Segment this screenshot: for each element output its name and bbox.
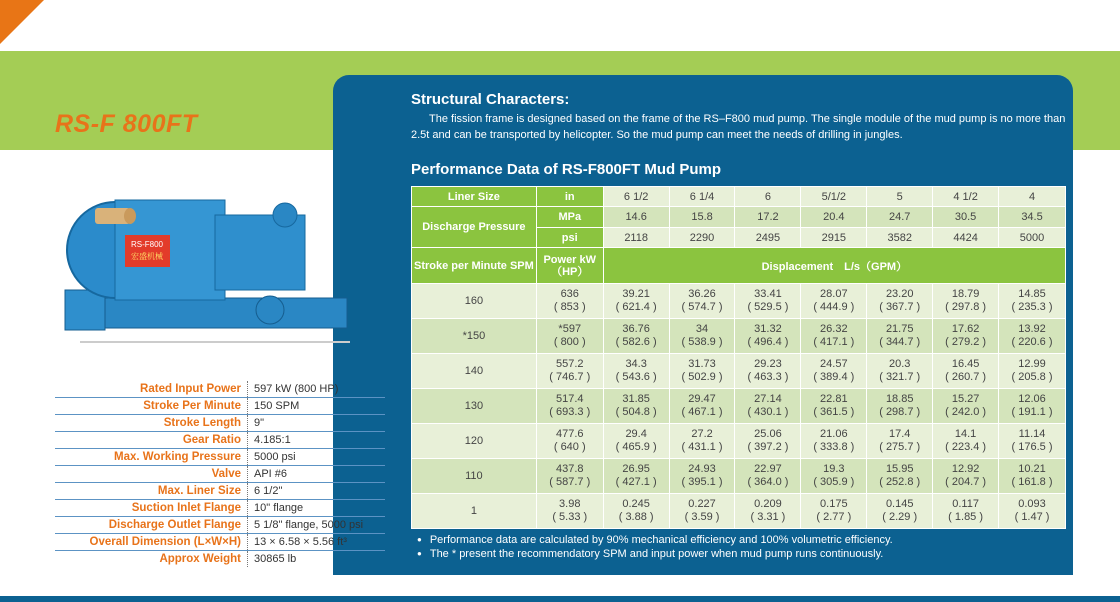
displacement-cell-metric: 19.3 [823,463,845,475]
performance-table [411,186,1066,529]
displacement-cell-metric: 29.4 [625,428,647,440]
power-cell-metric: 3.98 [559,498,581,510]
power-cell-imperial: ( 800 ) [553,336,586,348]
displacement-cell [933,424,999,459]
displacement-cell [999,284,1066,319]
displacement-cell [867,389,933,424]
displacement-cell-metric: 25.06 [754,428,782,440]
displacement-cell [867,424,933,459]
liner-cell: 5 [867,187,933,207]
spec-value: 6 1/2" [248,483,386,500]
displacement-cell-imperial: ( 444.9 ) [813,301,855,313]
power-cell-imperial: ( 640 ) [553,441,586,453]
displacement-cell [933,389,999,424]
displacement-cell [867,319,933,354]
note: ● Performance data are calculated by 90% mechanical efficiency and 100% volumetric efficiency. [417,533,893,547]
power-cell [536,459,603,494]
displacement-cell-metric: 0.145 [885,498,914,510]
displacement-cell-imperial: ( 279.2 ) [945,336,987,348]
displacement-cell [999,424,1066,459]
displacement-cell [999,389,1066,424]
mud-pump-photo [55,180,355,355]
power-cell [536,494,603,529]
displacement-cell [867,494,933,529]
displacement-cell-imperial: ( 1.85 ) [948,511,984,523]
displacement-cell-metric: 18.79 [951,288,980,300]
spec-label: Overall Dimension (L×W×H) [55,534,248,551]
spec-label: Gear Ratio [55,432,248,449]
displacement-cell [933,354,999,389]
displacement-cell-imperial: ( 305.9 ) [813,476,855,488]
spec-value: 150 SPM [248,398,386,415]
displacement-cell-imperial: ( 2.29 ) [882,511,918,523]
displacement-cell [999,494,1066,529]
liner-cell: 6 1/2 [603,187,669,207]
displacement-cell [603,424,669,459]
spec-label: Rated Input Power [55,381,248,398]
liner-row [412,187,1066,207]
svg-text:RS-F800: RS-F800 [130,240,164,249]
displacement-cell-imperial: ( 417.1 ) [813,336,855,348]
displacement-cell-imperial: ( 3.88 ) [618,511,654,523]
displacement-cell-metric: 0.175 [820,498,848,510]
displacement-cell-metric: 16.45 [951,358,980,370]
displacement-cell-metric: 34.3 [625,358,647,370]
power-cell-metric: 557.2 [555,358,584,370]
spec-value: 5 1/8" flange, 5000 psi [248,517,386,534]
psi-cell: 4424 [933,228,999,248]
displacement-cell-metric: 28.07 [820,288,848,300]
displacement-cell-imperial: ( 543.6 ) [615,371,657,383]
liner-cell: 6 [735,187,801,207]
displacement-cell [735,319,801,354]
displacement-cell [669,494,735,529]
spm-cell: 140 [412,354,537,389]
power-cell [536,319,603,354]
displacement-cell-metric: 21.06 [820,428,848,440]
displacement-cell [669,354,735,389]
displacement-cell-imperial: ( 502.9 ) [681,371,723,383]
column-header-row [412,248,1066,284]
displacement-cell [603,319,669,354]
displacement-cell-imperial: ( 333.8 ) [813,441,855,453]
displacement-cell-imperial: ( 205.8 ) [1011,371,1053,383]
displacement-cell-imperial: ( 191.1 ) [1011,406,1053,418]
displacement-cell [669,284,735,319]
performance-row [412,494,1066,529]
displacement-cell [933,494,999,529]
displacement-cell-imperial: ( 463.3 ) [747,371,789,383]
power-cell-imperial: ( 853 ) [553,301,586,313]
spec-row [55,517,385,534]
displacement-cell-metric: 24.57 [820,358,848,370]
displacement-cell-imperial: ( 298.7 ) [879,406,921,418]
spec-value: 30865 lb [248,551,386,568]
displacement-cell [669,389,735,424]
displacement-cell-imperial: ( 3.31 ) [750,511,786,523]
performance-row [412,459,1066,494]
spec-row [55,466,385,483]
mpa-cell: 24.7 [867,207,933,228]
liner-cell: 5/1/2 [801,187,867,207]
spec-value: 4.185:1 [248,432,386,449]
displacement-cell-metric: 18.85 [885,393,914,405]
performance-heading: Performance Data of RS-F800FT Mud Pump [411,161,722,178]
spm-label: Stroke per Minute SPM [412,248,537,284]
displacement-cell [801,494,867,529]
displacement-cell-imperial: ( 389.4 ) [813,371,855,383]
liner-label: Liner Size [412,187,537,207]
displacement-cell-metric: 11.14 [1018,428,1046,440]
liner-cell: 4 [999,187,1066,207]
displacement-cell-metric: 27.2 [691,428,713,440]
displacement-cell [669,319,735,354]
performance-row [412,319,1066,354]
displacement-cell-metric: 21.75 [885,323,914,335]
displacement-cell-imperial: ( 223.4 ) [945,441,987,453]
spm-cell: 160 [412,284,537,319]
displacement-cell-metric: 17.62 [951,323,980,335]
psi-cell: 2290 [669,228,735,248]
displacement-cell-imperial: ( 260.7 ) [945,371,987,383]
spec-value: API #6 [248,466,386,483]
displacement-cell-metric: 14.85 [1018,288,1046,300]
spec-label: Stroke Per Minute [55,398,248,415]
displacement-cell [999,459,1066,494]
displacement-cell-metric: 0.117 [952,498,979,510]
displacement-cell [669,424,735,459]
displacement-cell [933,319,999,354]
spec-label: Suction Inlet Flange [55,500,248,517]
power-cell-metric: 517.4 [555,393,584,405]
power-cell-imperial: ( 693.3 ) [549,406,591,418]
displacement-cell-metric: 12.99 [1018,358,1046,370]
displacement-cell-imperial: ( 582.6 ) [615,336,657,348]
spec-row [55,449,385,466]
spec-value: 13 × 6.58 × 5.56 ft³ [248,534,386,551]
displacement-cell [735,284,801,319]
displacement-cell-metric: 15.27 [951,393,980,405]
psi-cell: 5000 [999,228,1066,248]
performance-row [412,424,1066,459]
displacement-cell-metric: 0.093 [1018,498,1046,510]
spec-value: 10" flange [248,500,386,517]
spec-row [55,415,385,432]
displacement-label: Displacement L/s（GPM） [603,248,1065,284]
structural-heading: Structural Characters: [411,91,570,108]
displacement-cell-imperial: ( 252.8 ) [879,476,921,488]
power-cell-metric: 636 [560,288,579,300]
power-label: Power kW（HP） [536,248,603,284]
displacement-cell [999,319,1066,354]
psi-unit: psi [536,228,603,248]
displacement-cell [735,494,801,529]
note: ● The * present the recommendatory SPM and input power when mud pump runs continuously. [417,547,893,561]
mpa-cell: 15.8 [669,207,735,228]
spec-label: Discharge Outlet Flange [55,517,248,534]
displacement-cell-metric: 33.41 [754,288,782,300]
displacement-cell [603,494,669,529]
displacement-cell-imperial: ( 176.5 ) [1011,441,1053,453]
displacement-cell [867,354,933,389]
displacement-cell-imperial: ( 204.7 ) [945,476,987,488]
displacement-cell-imperial: ( 297.8 ) [945,301,987,313]
spec-label: Valve [55,466,248,483]
spec-value: 9" [248,415,386,432]
power-cell [536,354,603,389]
spec-label: Approx Weight [159,553,241,565]
performance-row [412,389,1066,424]
displacement-cell-imperial: ( 504.8 ) [615,406,657,418]
structural-text: The fission frame is designed based on the frame of the RS–F800 mud pump. The single module of the mud pump is no more than 2.5t and can be transported by helicopter. So the mud pump can meet the needs of drilling in jungles. [411,113,1066,141]
displacement-cell [801,459,867,494]
specs-table [55,381,385,567]
displacement-cell-imperial: ( 427.1 ) [615,476,657,488]
displacement-cell [801,389,867,424]
displacement-cell-imperial: ( 321.7 ) [879,371,921,383]
power-cell-metric: 437.8 [555,463,584,475]
displacement-cell-imperial: ( 361.5 ) [813,406,855,418]
spm-cell: 1 [412,494,537,529]
displacement-cell [801,284,867,319]
spec-label: Max. Working Pressure [55,449,248,466]
displacement-cell-imperial: ( 364.0 ) [747,476,789,488]
displacement-cell-metric: 26.95 [622,463,650,475]
displacement-cell-metric: 34 [695,323,709,335]
displacement-cell-metric: 26.32 [820,323,848,335]
displacement-cell [801,424,867,459]
displacement-cell-imperial: ( 2.77 ) [816,511,852,523]
displacement-cell-metric: 13.92 [1018,323,1046,335]
displacement-cell-imperial: ( 465.9 ) [615,441,657,453]
spec-row [55,381,385,398]
footer-bar [0,596,1120,602]
displacement-cell-metric: 20.3 [889,358,911,370]
spm-cell: 120 [412,424,537,459]
displacement-cell [933,284,999,319]
displacement-cell-imperial: ( 529.5 ) [747,301,789,313]
displacement-cell-metric: 36.76 [622,323,650,335]
displacement-cell-imperial: ( 242.0 ) [945,406,987,418]
displacement-cell-imperial: ( 621.4 ) [615,301,657,313]
displacement-cell [735,389,801,424]
displacement-cell-imperial: ( 431.1 ) [681,441,723,453]
mpa-cell: 20.4 [801,207,867,228]
liner-cell: 6 1/4 [669,187,735,207]
displacement-cell-imperial: ( 397.2 ) [747,441,789,453]
displacement-cell-metric: 17.4 [889,428,911,440]
performance-notes [417,533,893,561]
displacement-cell [603,354,669,389]
model-title: RS-F 800FT [55,110,198,138]
psi-cell: 3582 [867,228,933,248]
spec-row [55,551,385,568]
displacement-cell [603,389,669,424]
displacement-cell [603,459,669,494]
displacement-cell-imperial: ( 367.7 ) [879,301,921,313]
displacement-cell-metric: 22.97 [754,463,782,475]
displacement-cell-metric: 29.47 [688,393,716,405]
displacement-cell-metric: 10.21 [1018,463,1046,475]
svg-text:宏盛机械: 宏盛机械 [131,252,163,261]
power-cell [536,284,603,319]
mpa-cell: 17.2 [735,207,801,228]
displacement-cell-imperial: ( 275.7 ) [879,441,921,453]
displacement-cell-metric: 36.26 [688,288,716,300]
liner-cell: 4 1/2 [933,187,999,207]
psi-cell: 2915 [801,228,867,248]
displacement-cell-metric: 12.06 [1018,393,1046,405]
power-cell [536,389,603,424]
displacement-cell-metric: 12.92 [951,463,980,475]
spec-value: 5000 psi [248,449,386,466]
displacement-cell-imperial: ( 496.4 ) [747,336,789,348]
displacement-cell-metric: 14.1 [954,428,977,440]
spec-row [55,534,385,551]
spm-cell: 130 [412,389,537,424]
displacement-cell-metric: 39.21 [622,288,650,300]
power-cell-imperial: ( 587.7 ) [549,476,591,488]
displacement-cell-imperial: ( 395.1 ) [681,476,723,488]
displacement-cell [999,354,1066,389]
spec-row [55,500,385,517]
displacement-cell-metric: 0.245 [622,498,650,510]
liner-unit: in [536,187,603,207]
spec-value: 597 kW (800 HP) [248,381,386,398]
psi-cell: 2495 [735,228,801,248]
mpa-cell: 30.5 [933,207,999,228]
power-cell-imperial: ( 746.7 ) [549,371,591,383]
displacement-cell-imperial: ( 220.6 ) [1011,336,1053,348]
displacement-cell [603,284,669,319]
spec-row [55,483,385,500]
displacement-cell-imperial: ( 1.47 ) [1014,511,1050,523]
displacement-cell [735,459,801,494]
spec-row [55,398,385,415]
displacement-cell [933,459,999,494]
power-cell-imperial: ( 5.33 ) [552,511,588,523]
displacement-cell-metric: 0.227 [688,498,716,510]
spec-label: Max. Liner Size [55,483,248,500]
displacement-cell-metric: 22.81 [820,393,848,405]
spm-cell: 110 [412,459,537,494]
displacement-cell-metric: 31.73 [688,358,716,370]
displacement-cell-metric: 15.95 [885,463,914,475]
power-cell-metric: 477.6 [555,428,584,440]
displacement-cell-imperial: ( 467.1 ) [681,406,723,418]
mpa-cell: 14.6 [603,207,669,228]
displacement-cell-imperial: ( 538.9 ) [681,336,723,348]
mpa-cell: 34.5 [999,207,1066,228]
displacement-cell [867,284,933,319]
spm-cell: *150 [412,319,537,354]
displacement-cell [735,354,801,389]
psi-cell: 2118 [603,228,669,248]
power-cell [536,424,603,459]
mpa-unit: MPa [536,207,603,228]
displacement-cell-imperial: ( 344.7 ) [879,336,921,348]
displacement-cell-metric: 23.20 [885,288,914,300]
displacement-cell-metric: 0.209 [754,498,782,510]
displacement-cell [735,424,801,459]
displacement-cell-metric: 24.93 [688,463,716,475]
performance-row [412,284,1066,319]
displacement-cell [669,459,735,494]
mpa-row [412,207,1066,228]
performance-row [412,354,1066,389]
displacement-cell-imperial: ( 161.8 ) [1011,476,1053,488]
spec-label: Stroke Length [55,415,248,432]
displacement-cell-imperial: ( 430.1 ) [747,406,789,418]
displacement-cell [867,459,933,494]
spec-row [55,432,385,449]
corner-accent [0,0,44,44]
displacement-cell-imperial: ( 574.7 ) [681,301,723,313]
pressure-label: Discharge Pressure [412,207,537,248]
displacement-cell-metric: 27.14 [754,393,782,405]
displacement-cell [801,354,867,389]
displacement-cell-imperial: ( 235.3 ) [1011,301,1053,313]
power-cell-metric: *597 [558,323,582,335]
displacement-cell-metric: 31.32 [754,323,782,335]
displacement-cell-imperial: ( 3.59 ) [684,511,720,523]
displacement-cell-metric: 31.85 [622,393,650,405]
displacement-cell-metric: 29.23 [754,358,782,370]
displacement-cell [801,319,867,354]
